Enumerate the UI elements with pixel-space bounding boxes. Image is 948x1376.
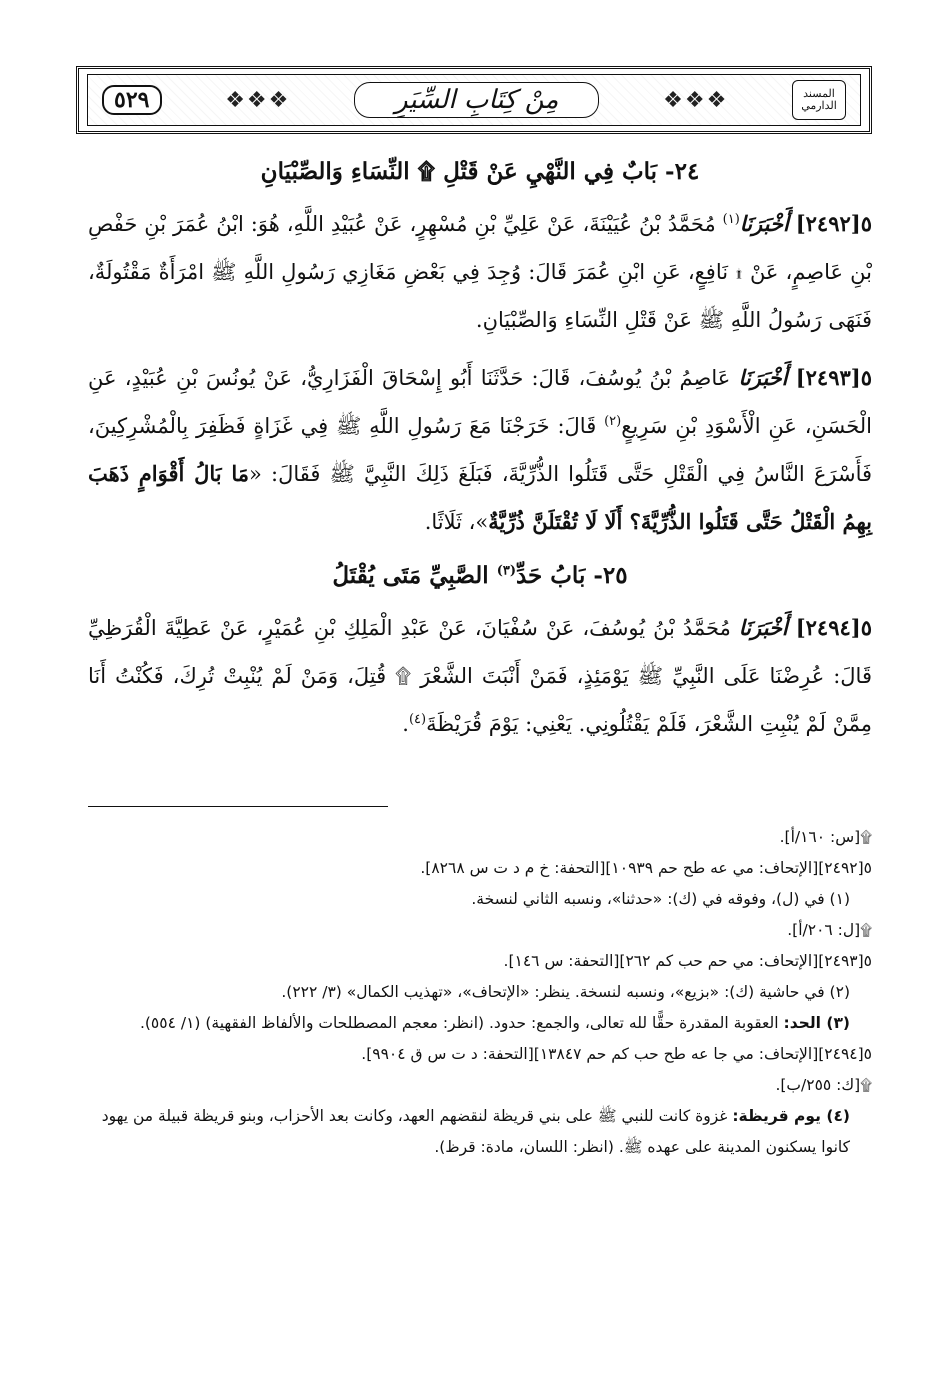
hadith-text: عَاصِمُ بْنُ يُوسُفَ، قَالَ: حَدَّثَنَا أَبُو إِسْحَاقَ الْفَزَارِيُّ، عَنْ يُونُسَ بْنِ عُبَيْدٍ، عَنِ الْحَسَنِ، عَنِ الْأَسْوَدِ بْنِ سَرِيعٍ xyxy=(88,366,872,438)
akhbarana-word: أَخْبَرَنَا xyxy=(738,615,788,640)
footnote-text: غزوة كانت للنبي ﷺ على بني قريظة لنقضهم العهد، وكانت بعد الأحزاب، وبنو قريظة قبيلة من يهود كانوا يسكنون المدينة على عهده ﷺ. (انظر: اللسان، مادة: قرظ). xyxy=(101,1107,850,1156)
hadith-number: ٥[٢٤٩٣] xyxy=(795,365,872,390)
hadith-text: »، ثَلَاثًا. xyxy=(424,510,489,534)
prophetic-quote: مَا بَالُ أَقْوَامٍ ذَهَبَ بِهِمُ الْقَتْلُ حَتَّى قَتَلُوا الذُّرِّيَّةَ؟ أَلَا لَا تُقْتَلَنَّ ذُرِّيَّةٌ xyxy=(88,461,872,534)
footnote-term: (٤) يوم قريظة: xyxy=(732,1107,850,1125)
ornament-icon: ❖❖❖ xyxy=(225,87,291,113)
footnote: (٢) في حاشية (ك): «بزيع»، ونسبه لنسخة. ينظر: «الإتحاف»، «تهذيب الكمال» (٣/ ٢٢٢). xyxy=(281,983,850,1001)
footnote-text: العقوبة المقدرة حقًّا لله تعالى، والجمع: حدود. (انظر: معجم المصطلحات والألفاظ الفقهية) (١/ ٥٥٤). xyxy=(139,1014,784,1032)
footnotes xyxy=(88,822,872,1163)
footnote: ٥[٢٤٩٢][الإتحاف: مي عه طح حم ١٠٩٣٩][التحفة: خ م د ت س ٨٢٦٨]. xyxy=(420,859,872,877)
seal-line-1: المسند xyxy=(803,87,835,100)
hadith-2493 xyxy=(88,354,872,546)
chapter-heading-25 xyxy=(88,556,872,596)
header-frame xyxy=(87,74,861,126)
hadith-text: . xyxy=(402,712,409,736)
footnote-ref: (٢) xyxy=(604,414,622,429)
book-title: مِنْ كِتَابِ السِّيَرِ xyxy=(354,82,599,118)
footnote: ۩[ك: ٢٥٥/ب]. xyxy=(775,1076,872,1094)
main-text xyxy=(88,150,872,758)
footnote xyxy=(88,1008,872,1039)
footnote: ۩[س: ١٦٠/أ]. xyxy=(779,828,872,846)
hadith-2494 xyxy=(88,604,872,748)
chapter-title: ٢٥- بَابُ حَدِّ xyxy=(515,562,628,589)
hadith-text: مُحَمَّدُ بْنُ يُوسُفَ، عَنْ سُفْيَانَ، عَنْ عَبْدِ الْمَلِكِ بْنِ عُمَيْرٍ، عَنْ عَطِيَّةَ الْقُرَظِيِّ قَالَ: عُرِضْنَا عَلَى النَّبِيِّ ﷺ يَوْمَئِذٍ، فَمَنْ أَنْبَتَ الشَّعْرَ ۩ قُتِلَ، وَمَنْ لَمْ يُنْبِتْ تُرِكَ، فَكُنْتُ أَنَا مِمَّنْ لَمْ يُنْبِتِ الشَّعْرَ، فَلَمْ يَقْتُلُونِي. يَعْنِي: يَوْمَ قُرَيْظَةَ xyxy=(88,616,872,736)
footnote: ٥[٢٤٩٣][الإتحاف: مي حم حب كم ٢٦٢][التحفة: س ١٤٦]. xyxy=(503,952,872,970)
footnote-separator xyxy=(88,806,388,807)
hadith-number: ٥[٢٤٩٤] xyxy=(795,615,872,640)
footnote: (١) في (ل)، وفوقه في (ك): «حدثنا»، ونسبه الثاني لنسخة. xyxy=(471,890,850,908)
seal-line-2: الدارمي xyxy=(801,99,837,112)
hadith-text: مُحَمَّدُ بْنُ عُيَيْنَةَ، عَنْ عَلِيِّ بْنِ مُسْهِرٍ، عَنْ عُبَيْدِ اللَّهِ، هُوَ: ابْنُ عُمَرَ بْنِ حَفْصِ بْنِ عَاصِمٍ، عَنْ ۩ نَافِعٍ، عَنِ ابْنِ عُمَرَ قَالَ: وُجِدَ فِي بَعْضِ مَغَازِي رَسُولِ اللَّهِ ﷺ امْرَأَةٌ مَقْتُولَةٌ، فَنَهَى رَسُولُ اللَّهِ ﷺ عَنْ قَتْلِ النِّسَاءِ وَالصِّبْيَانِ. xyxy=(88,212,872,332)
akhbarana-word: أَخْبَرَنَا xyxy=(739,211,789,236)
footnote-ref: (٤) xyxy=(408,712,427,727)
akhbarana-word: أَخْبَرَنَا xyxy=(738,365,788,390)
footnote xyxy=(88,1101,872,1163)
chapter-title: الصَّبِيِّ مَتَى يُقْتَلُ xyxy=(332,562,497,589)
page-header xyxy=(76,66,872,134)
hadith-2492 xyxy=(88,200,872,344)
footnote: ٥[٢٤٩٤][الإتحاف: مي جا عه طح حب كم حم ١٣٨٤٧][التحفة: د ت س ق ٩٩٠٤]. xyxy=(361,1045,872,1063)
footnote-ref: (١) xyxy=(722,212,740,227)
ornament-icon: ❖❖❖ xyxy=(663,87,729,113)
footnote-term: (٣) الحد: xyxy=(783,1014,850,1032)
footnote-ref: (٣) xyxy=(496,563,516,579)
page-number: ٥٢٩ xyxy=(102,85,161,115)
publisher-seal xyxy=(792,80,846,120)
hadith-text: قَالَ: خَرَجْنَا مَعَ رَسُولِ اللَّهِ ﷺ فِي غَزَاةٍ فَظَفِرَ بِالْمُشْرِكِينَ، فَأَسْرَعَ النَّاسُ فِي الْقَتْلِ حَتَّى قَتَلُوا الذُّرِّيَّةَ، فَبَلَغَ ذَلِكَ النَّبِيَّ ﷺ فَقَالَ: « xyxy=(88,414,873,486)
hadith-number: ٥[٢٤٩٢] xyxy=(795,211,872,236)
chapter-heading-24: ٢٤- بَابٌ فِي النَّهْيِ عَنْ قَتْلِ ۩ النِّسَاءِ وَالصِّبْيَانِ xyxy=(260,158,700,185)
footnote: ۩[ل: ٢٠٦/أ]. xyxy=(787,921,872,939)
